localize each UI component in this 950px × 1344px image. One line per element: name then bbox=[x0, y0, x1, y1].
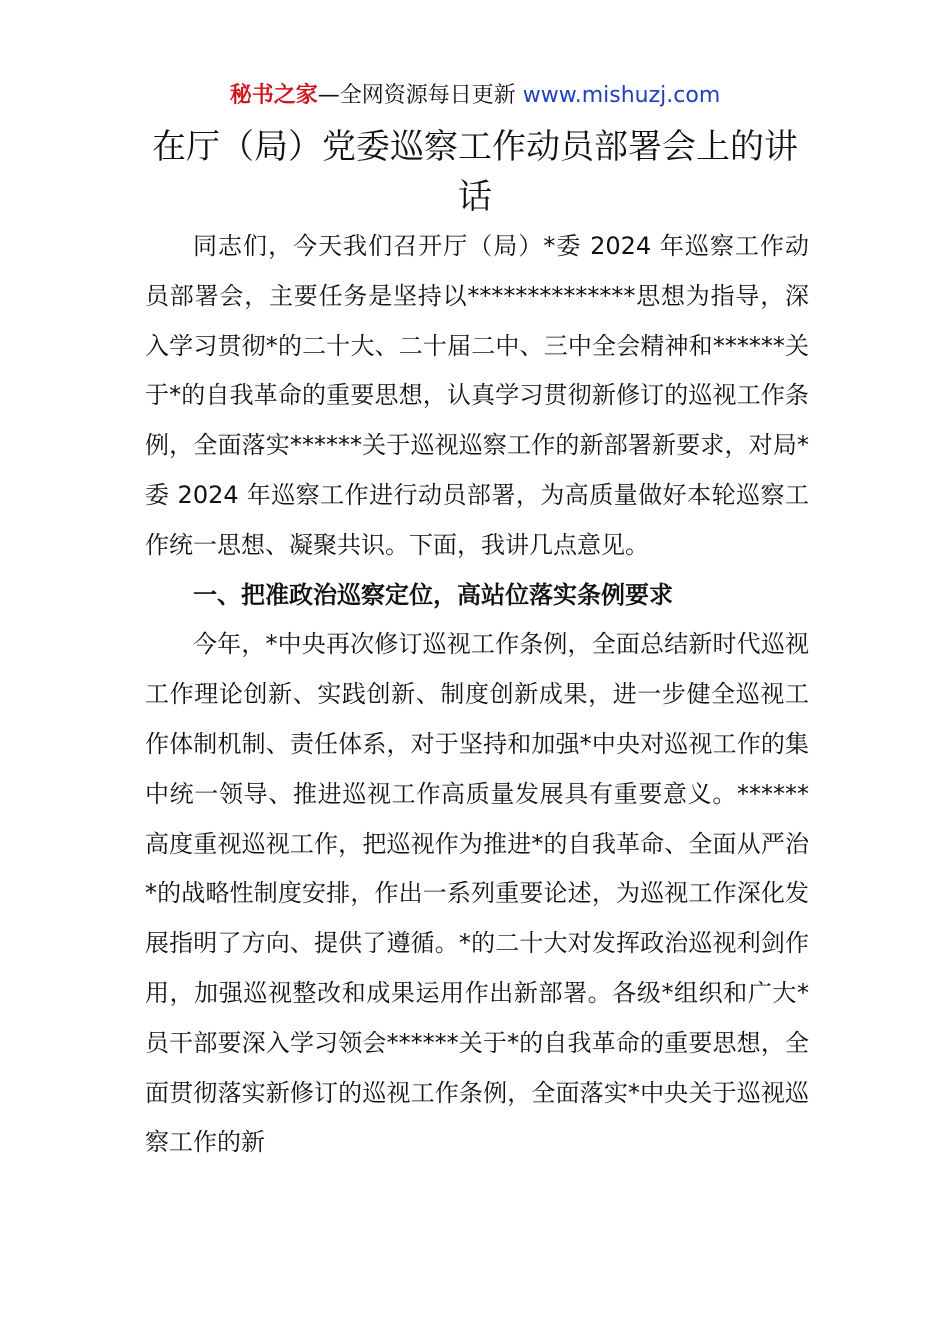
site-brand: 秘书之家 bbox=[229, 83, 318, 108]
intro-paragraph: 同志们，今天我们召开厅（局）*委 2024 年巡察工作动员部署会，主要任务是坚持以**************思想为指导，深入学习贯彻*的二十大、二十届二中、三中全会精神和******关于*的自我革命的重要思想，认真学习贯彻新修订的巡视工作条例，全面落实******关于巡视巡察工作的新部署新要求，对局*委 2024 年巡察工作进行动员部署，为高质量做好本轮巡察工作统一思想、凝聚共识。下面，我讲几点意见。 bbox=[145, 232, 809, 559]
site-tagline: —全网资源每日更新 bbox=[317, 83, 523, 108]
site-url-link[interactable]: www.mishuzj.com bbox=[522, 83, 721, 108]
document-body bbox=[145, 222, 809, 1168]
section-heading: 一、把准政治巡察定位，高站位落实条例要求 bbox=[193, 580, 673, 609]
document-title: 在厅（局）党委巡察工作动员部署会上的讲话 bbox=[152, 127, 798, 217]
site-header bbox=[0, 80, 950, 112]
section-paragraph: 今年，*中央再次修订巡视工作条例，全面总结新时代巡视工作理论创新、实践创新、制度创新成果，进一步健全巡视工作体制机制、责任体系，对于坚持和加强*中央对巡视工作的集中统一领导、推进巡视工作高质量发展具有重要意义。******高度重视巡视工作，把巡视作为推进*的自我革命、全面从严治*的战略性制度安排，作出一系列重要论述，为巡视工作深化发展指明了方向、提供了遵循。*的二十大对发挥政治巡视利剑作用，加强巡视整改和成果运用作出新部署。各级*组织和广大*员干部要深入学习领会******关于*的自我革命的重要思想，全面贯彻落实新修订的巡视工作条例，全面落实*中央关于巡视巡察工作的新 bbox=[145, 630, 809, 1157]
